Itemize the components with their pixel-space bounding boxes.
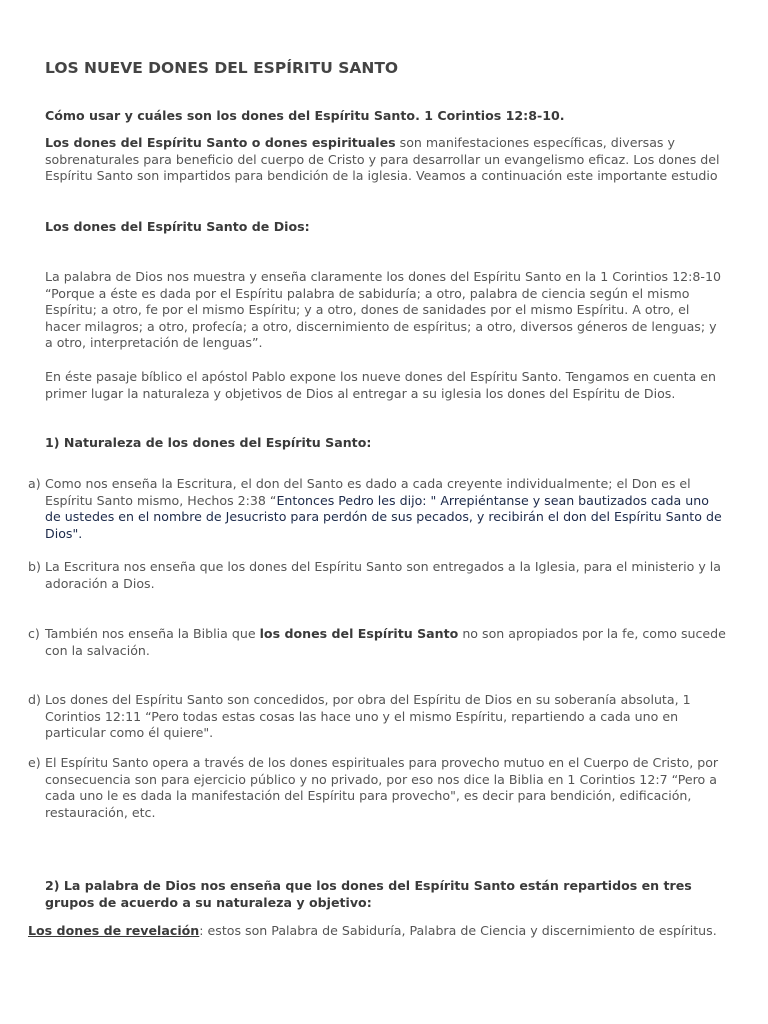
intro-bold-text: Los dones del Espíritu Santo o dones espirituales [45,135,396,150]
list-item-body [28,626,728,659]
revelacion-text: : estos son Palabra de Sabiduría, Palabra de Ciencia y discernimiento de espíritus. [199,923,717,938]
list-item-text: También nos enseña la Biblia que [45,626,260,641]
list-item-c [28,626,728,659]
intro-text: son manifestaciones específicas, diversas y sobrenaturales para beneficio del cuerpo de Cristo y para desarrollar un evangelismo eficaz. Los dones del Espíritu Santo son impartidos para bendición de la iglesia. Veamos a continuación este importante estudio [45,135,720,184]
list-item-body [28,476,728,542]
list-item-label: c) [28,626,40,641]
list-item-bold-text: los dones del Espíritu Santo [259,626,459,641]
list-item-label: e) [28,755,41,770]
list-item-a [28,476,728,542]
list-item-label: b) [28,559,41,574]
section-heading-dones-de-dios: Los dones del Espíritu Santo de Dios: [45,219,310,234]
list-item-label: a) [28,476,41,491]
list-item-e [28,755,728,821]
list-item-text: La Escritura nos enseña que los dones del Espíritu Santo son entregados a la Iglesia, para el ministerio y la adoración a Dios. [45,559,721,591]
section-heading-naturaleza: 1) Naturaleza de los dones del Espíritu Santo: [45,435,372,450]
revelacion-label: Los dones de revelación [28,923,200,938]
list-item-text: no son apropiados por la fe, como sucede con la salvación. [45,626,726,658]
list-item-d [28,692,728,742]
page-title: LOS NUEVE DONES DEL ESPÍRITU SANTO [45,59,399,77]
section-heading-grupos: 2) La palabra de Dios nos enseña que los dones del Espíritu Santo están repartidos en tres grupos de acuerdo a su naturaleza y objetivo: [45,878,692,910]
pasaje-paragraph: En éste pasaje bíblico el apóstol Pablo expone los nueve dones del Espíritu Santo. Tengamos en cuenta en primer lugar la naturaleza y objetivos de Dios al entregar a su iglesia los dones del Espíritu de Dios. [45,369,716,401]
list-item-b [28,559,728,592]
intro-paragraph [45,135,725,185]
list-item-text: Los dones del Espíritu Santo son concedidos, por obra del Espíritu de Dios en su soberanía absoluta, 1 Corintios 12:11 “Pero todas estas cosas las hace uno y el mismo Espíritu, repartiendo a cada uno en particular como él quiere". [45,692,691,741]
list-item-text: Como nos enseña la Escritura, el don del Santo es dado a cada creyente individualmente; el Don es el Espíritu Santo mismo, Hechos 2:38 “ [45,476,691,508]
list-item-label: d) [28,692,41,707]
scripture-quote: Entonces Pedro les dijo: " Arrepiéntanse y sean bautizados cada uno de ustedes en el nombre de Jesucristo para perdón de sus pecados, y recibirán el don del Espíritu Santo de Dios". [45,492,722,541]
revelacion-paragraph [28,923,738,940]
palabra-paragraph: La palabra de Dios nos muestra y enseña claramente los dones del Espíritu Santo en la 1 Corintios 12:8-10 “Porque a éste es dada por el Espíritu palabra de sabiduría; a otro, palabra de ciencia según el mismo Espíritu; a otro, fe por el mismo Espíritu; y a otro, dones de sanidades por el mismo Espíritu. A otro, el hacer milagros; a otro, profecía; a otro, discernimiento de espíritus; a otro, diversos géneros de lenguas; y a otro, interpretación de lenguas”. [45,269,721,351]
list-item-text: El Espíritu Santo opera a través de los dones espirituales para provecho mutuo en el Cuerpo de Cristo, por consecuencia son para ejercicio público y no privado, por eso nos dice la Biblia en 1 Corintios 12:7 “Pero a cada uno le es dada la manifestación del Espíritu para provecho", es decir para bendición, edificación, restauración, etc. [45,755,719,820]
page-subtitle: Cómo usar y cuáles son los dones del Espíritu Santo. 1 Corintios 12:8-10. [45,108,565,123]
